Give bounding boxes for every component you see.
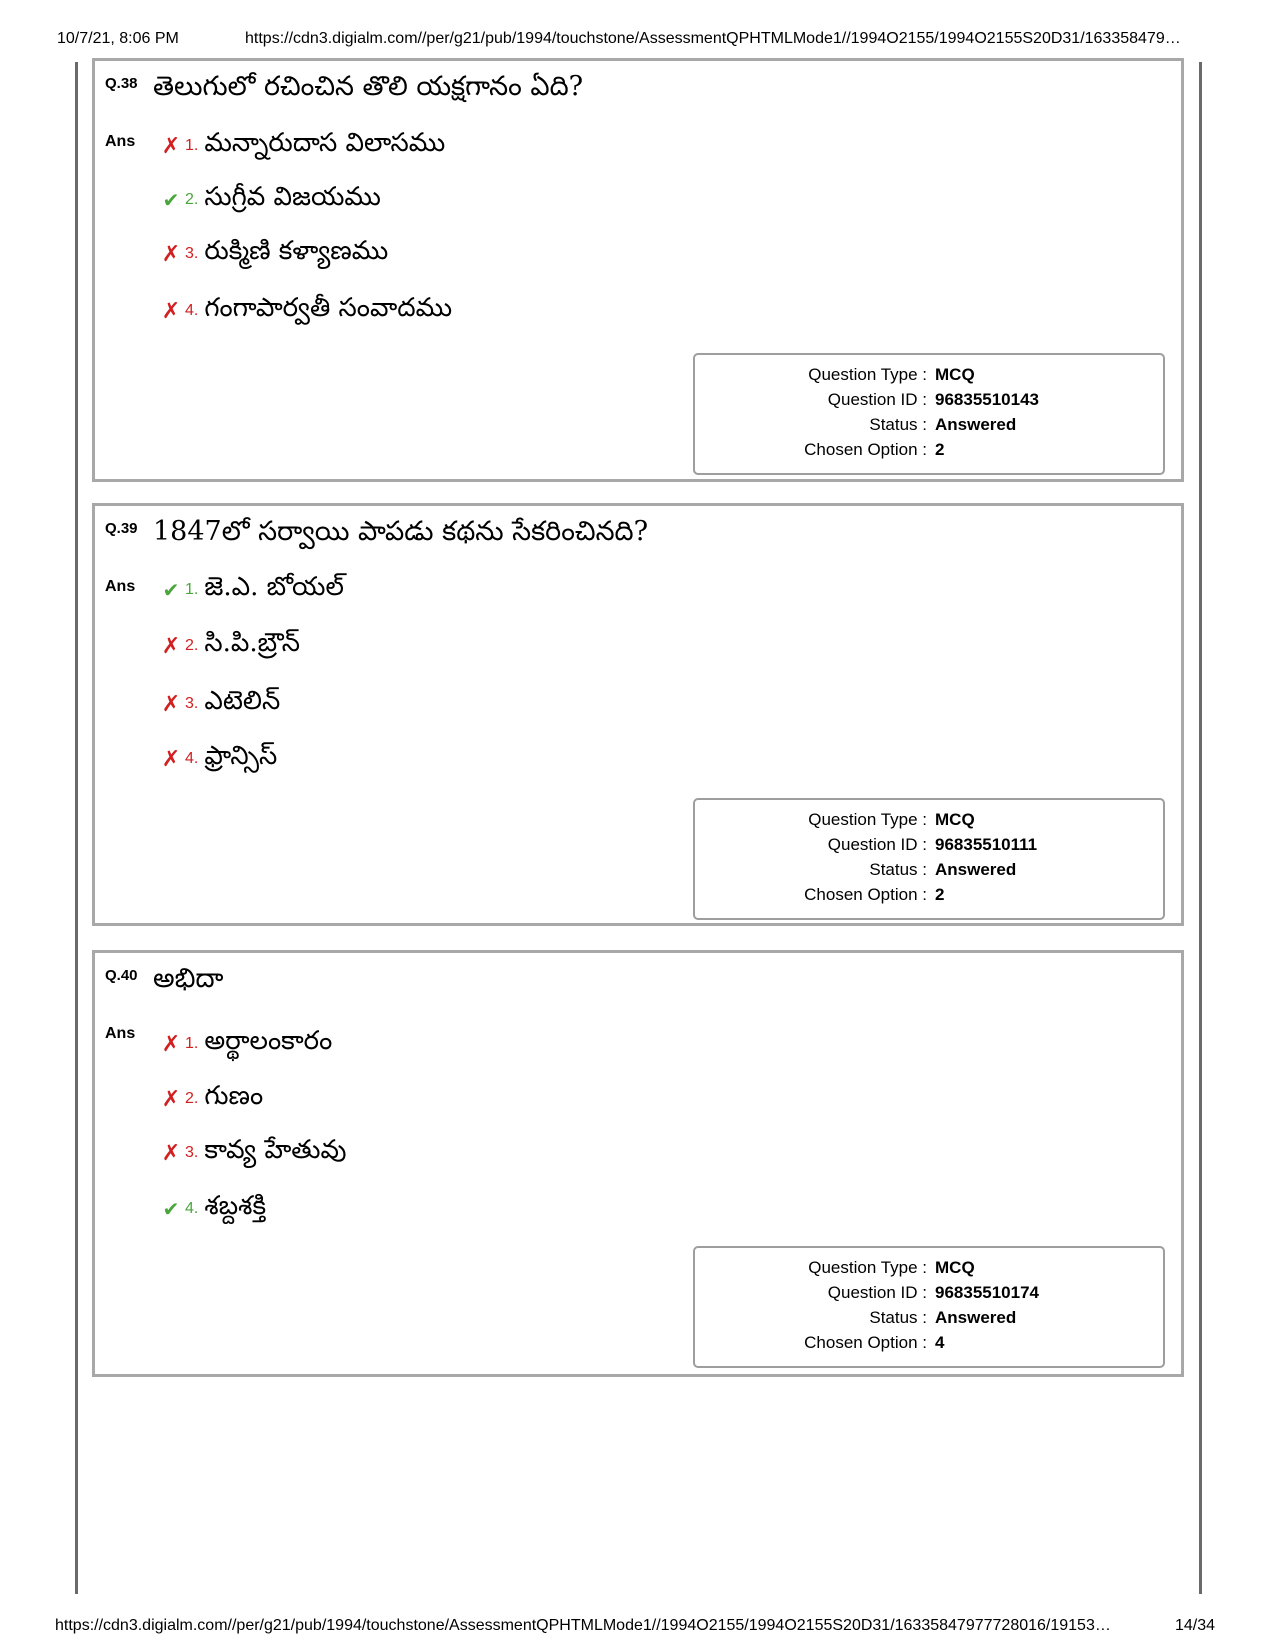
question-panel-38 [92, 58, 1184, 482]
chosen-option-value: 2 [935, 440, 945, 459]
cross-icon: ✗ [161, 298, 181, 324]
question-number: Q.38 [105, 75, 138, 92]
meta-label: Chosen Option : [804, 440, 927, 459]
cross-icon: ✗ [161, 691, 181, 717]
option-text: ఫ్రాన్సిస్ [204, 741, 278, 771]
option-row [159, 291, 452, 331]
ans-label: Ans [105, 1025, 136, 1042]
meta-label: Question ID : [827, 390, 927, 409]
option-row [159, 684, 280, 724]
meta-label: Question ID : [827, 1283, 927, 1302]
question-meta-box [693, 353, 1165, 475]
option-number: 3. [185, 695, 199, 712]
option-text: సుగ్రీవ విజయము [204, 182, 381, 212]
option-number: 2. [185, 191, 199, 208]
status-value: Answered [935, 1308, 1017, 1327]
option-row [159, 1189, 266, 1229]
cross-icon: ✗ [161, 633, 181, 659]
page-number: 14/34 [1174, 1617, 1215, 1634]
option-number: 2. [185, 1090, 199, 1107]
meta-label: Status : [869, 415, 927, 434]
cross-icon: ✗ [161, 1140, 181, 1166]
option-row [159, 1133, 346, 1173]
option-text: సి.పి.బ్రౌన్ [204, 628, 300, 658]
option-number: 1. [185, 581, 199, 598]
ans-label: Ans [105, 578, 136, 595]
option-number: 4. [185, 1200, 199, 1217]
question-number: Q.39 [105, 520, 138, 537]
option-row [159, 234, 388, 274]
meta-label: Chosen Option : [804, 1333, 927, 1352]
option-row [159, 626, 300, 666]
meta-label: Question Type : [808, 365, 927, 384]
status-value: Answered [935, 415, 1017, 434]
cross-icon: ✗ [161, 241, 181, 267]
option-text: కావ్య హేతువు [204, 1135, 347, 1165]
check-icon: ✔ [162, 188, 180, 212]
option-text: మన్నారుదాస విలాసము [204, 128, 446, 158]
option-row [159, 1024, 332, 1064]
option-row [159, 1079, 263, 1119]
question-id-value: 96835510111 [935, 835, 1038, 854]
question-type-value: MCQ [935, 365, 975, 384]
chosen-option-value: 2 [935, 885, 945, 904]
option-row [159, 570, 344, 610]
question-text: 1847లో సర్వాయి పాపడు కథను సేకరించినది? [153, 516, 649, 547]
question-number: Q.40 [105, 967, 138, 984]
option-number: 4. [185, 750, 199, 767]
option-number: 3. [185, 245, 199, 262]
option-text: శబ్దశక్తి [204, 1191, 267, 1221]
ans-label: Ans [105, 133, 136, 150]
print-timestamp: 10/7/21, 8:06 PM [57, 30, 179, 47]
question-panel-39 [92, 503, 1184, 926]
question-meta-box [693, 798, 1165, 920]
option-text: జె.ఎ. బోయల్ [204, 572, 344, 602]
right-border-line [1199, 62, 1202, 1594]
check-icon: ✔ [162, 578, 180, 602]
question-id-value: 96835510174 [935, 1283, 1040, 1302]
question-text: తెలుగులో రచించిన తొలి యక్షగానం ఏది? [153, 71, 584, 102]
cross-icon: ✗ [161, 1086, 181, 1112]
question-text: అభిదా [153, 963, 224, 994]
header-url[interactable]: https://cdn3.digialm.com//per/g21/pub/1994/touchstone/AssessmentQPHTMLMode1//1994O2155/1994O2155S20D31/163358479… [245, 30, 1181, 47]
meta-label: Question Type : [808, 1258, 927, 1277]
option-text: ఎటెలిన్ [204, 686, 281, 716]
check-icon: ✔ [162, 1197, 180, 1221]
option-row [159, 126, 445, 166]
meta-label: Status : [869, 860, 927, 879]
cross-icon: ✗ [161, 1031, 181, 1057]
question-id-value: 96835510143 [935, 390, 1040, 409]
left-border-line [75, 62, 78, 1594]
chosen-option-value: 4 [935, 1333, 945, 1352]
option-number: 1. [185, 137, 199, 154]
status-value: Answered [935, 860, 1017, 879]
option-number: 3. [185, 1144, 199, 1161]
footer-url[interactable]: https://cdn3.digialm.com//per/g21/pub/1994/touchstone/AssessmentQPHTMLMode1//1994O2155/1994O2155S20D31/16335847977728016/19153… [55, 1617, 1111, 1634]
option-number: 4. [185, 302, 199, 319]
meta-label: Question Type : [808, 810, 927, 829]
page-footer [55, 1617, 1215, 1635]
option-row [159, 739, 277, 779]
meta-label: Status : [869, 1308, 927, 1327]
option-text: గంగాపార్వతీ సంవాదము [204, 293, 453, 323]
option-number: 2. [185, 637, 199, 654]
meta-label: Question ID : [827, 835, 927, 854]
question-type-value: MCQ [935, 810, 975, 829]
meta-label: Chosen Option : [804, 885, 927, 904]
cross-icon: ✗ [161, 133, 181, 159]
cross-icon: ✗ [161, 746, 181, 772]
option-text: రుక్మిణి కళ్యాణము [204, 236, 389, 266]
option-text: గుణం [204, 1081, 264, 1111]
question-type-value: MCQ [935, 1258, 975, 1277]
option-row [159, 180, 381, 220]
question-meta-box [693, 1246, 1165, 1368]
option-text: అర్థాలంకారం [204, 1026, 333, 1056]
question-panel-40 [92, 950, 1184, 1377]
option-number: 1. [185, 1035, 199, 1052]
